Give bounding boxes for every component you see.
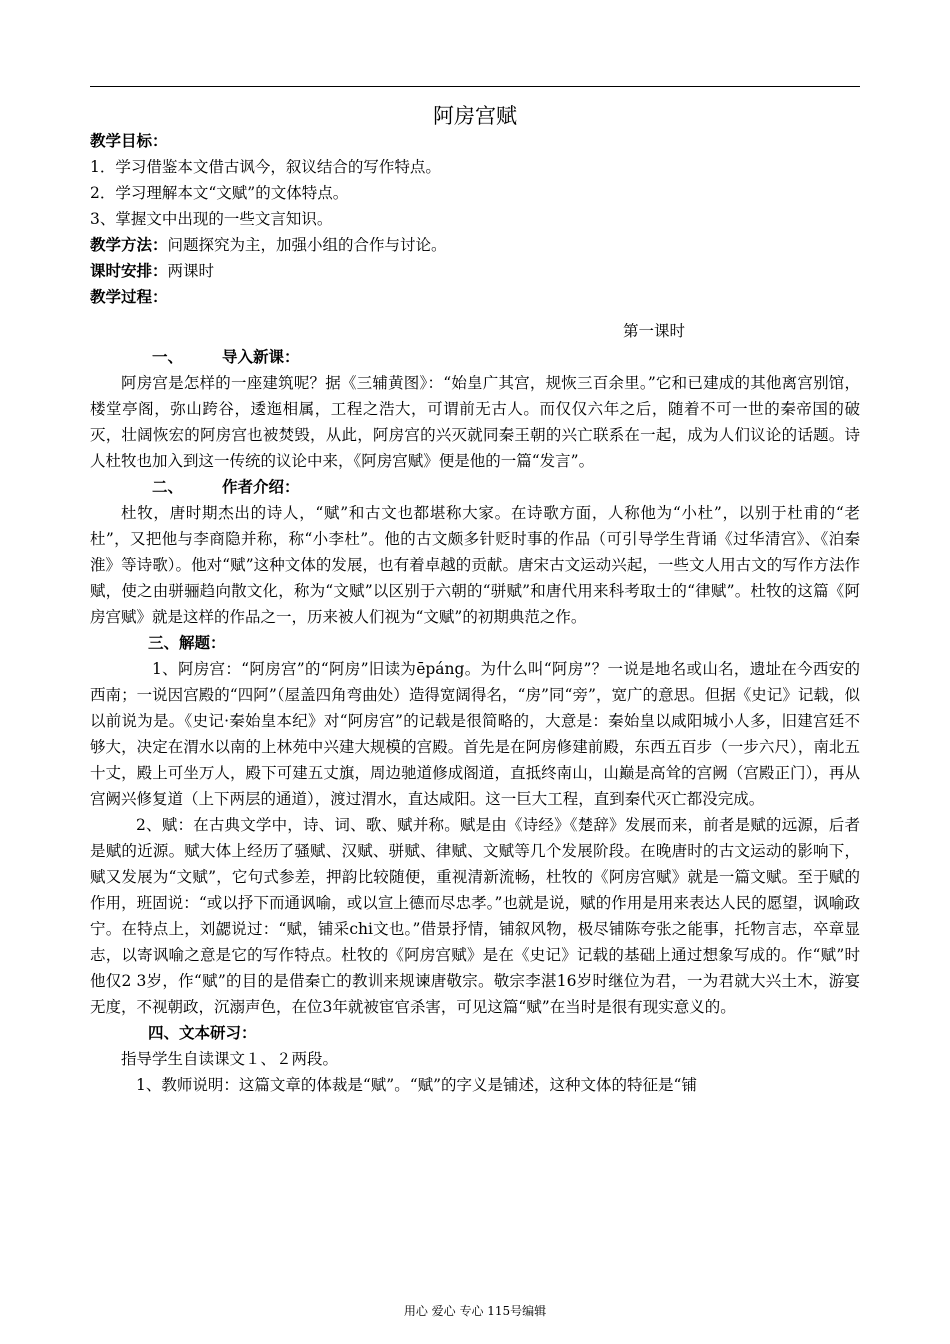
- schedule-text: 两课时: [167, 262, 215, 280]
- section3-heading: 三、解题：: [148, 633, 226, 652]
- header-rule: [90, 86, 860, 87]
- section3-paragraph-1: 1、阿房宫：“阿房宫”的“阿房”旧读为ēpáng。为什么叫“阿房”？一说是地名或山名，遗址在今西安的西南；一说因宫殿的“四阿”（屋盖四角弯曲处）造得宽阔得名，“房”同“旁”，宽广的意思。但据《史记》记载，似以前说为是。《史记·秦始皇本纪》对“阿房宫”的记载是很简略的，大意是：秦始皇以咸阳城小人多，旧建宫廷不够大，决定在渭水以南的上林苑中兴建大规模的宫殿。首先是在阿房修建前殿，东西五百步（一步六尺），南北五十丈，殿上可坐万人，殿下可建五丈旗，周边驰道修成阁道，直抵终南山，山巅是高耸的宫阙（宫殿正门），再从宫阙兴修复道（上下两层的通道），渡过渭水，直达咸阳。这一巨大工程，直到秦代灭亡都没完成。: [90, 660, 860, 808]
- document-title: 阿房宫赋: [433, 104, 517, 128]
- objective-item: 3、掌握文中出现的一些文言知识。: [90, 210, 333, 228]
- section1-number: 一、: [152, 347, 184, 366]
- method-label: 教学方法：: [90, 235, 168, 254]
- method-line: [90, 232, 860, 258]
- schedule-line: [90, 258, 860, 284]
- section1-paragraph: 阿房宫是怎样的一座建筑呢？据《三辅黄图》：“始皇广其宫，规恢三百余里。”它和已建成的其他离宫别馆，楼堂亭阁，弥山跨谷，逶迤相属，工程之浩大，可谓前无古人。而仅仅六年之后，随着不可一世的秦帝国的破灭，壮阔恢宏的阿房宫也被焚毁，从此，阿房宫的兴灭就同秦王朝的兴亡联系在一起，成为人们议论的话题。诗人杜牧也加入到这一传统的议论中来，《阿房宫赋》便是他的一篇“发言”。: [90, 374, 860, 470]
- section4-line-1: 指导学生自读课文１、２两段。: [121, 1050, 339, 1068]
- section1-heading: [90, 344, 860, 370]
- lesson-label: 第一课时: [622, 322, 685, 340]
- section1-title: 导入新课：: [222, 347, 300, 366]
- page-footer: 用心 爱心 专心 115号编辑: [403, 1304, 547, 1318]
- process-heading: 教学过程：: [90, 287, 168, 306]
- section2-paragraph: 杜牧，唐时期杰出的诗人，“赋”和古文也都堪称大家。在诗歌方面，人称他为“小杜”，以别于杜甫的“老杜”，又把他与李商隐并称，称“小李杜”。他的古文颇多针贬时事的作品（可引导学生背诵《过华清宫》、《泊秦淮》等诗歌）。他对“赋”这种文体的发展，也有着卓越的贡献。唐宋古文运动兴起，一些文人用古文的写作方法作赋，使之由骈骊趋向散文化，称为“文赋”以区别于六朝的“骈赋”和唐代用来科考取士的“律赋”。杜牧的这篇《阿房宫赋》就是这样的作品之一，历来被人们视为“文赋”的初期典范之作。: [90, 504, 860, 626]
- objective-item: 2．学习理解本文“文赋”的文体特点。: [90, 184, 349, 202]
- section3-paragraph-2: 2、赋：在古典文学中，诗、词、歌、赋并称。赋是由《诗经》《楚辞》发展而来，前者是赋的远源，后者是赋的近源。赋大体上经历了骚赋、汉赋、骈赋、律赋、文赋等几个发展阶段。在晚唐时的古文运动的影响下，赋又发展为“文赋”，它句式参差，押韵比较随便，重视清新流畅，杜牧的《阿房宫赋》就是一篇文赋。至于赋的作用，班固说：“或以抒下而通讽喻，或以宣上德而尽忠孝。”也就是说，赋的作用是用来表达人民的愿望，讽喻政宁。在特点上，刘勰说过：“赋，铺采chi文也。”借景抒情，铺叙风物，极尽铺陈夸张之能事，托物言志，卒章显志，以寄讽喻之意是它的写作特点。杜牧的《阿房宫赋》是在《史记》记载的基础上通过想象写成的。作“赋”时他仅2 3岁，作“赋”的目的是借秦亡的教训来规谏唐敬宗。敬宗李湛16岁时继位为君，一为君就大兴土木，游宴无度，不视朝政，沉溺声色，在位3年就被宦官杀害，可见这篇“赋”在当时是很有现实意义的。: [90, 816, 860, 1016]
- section2-heading: [90, 474, 860, 500]
- schedule-label: 课时安排：: [90, 261, 168, 280]
- method-text: 问题探究为主，加强小组的合作与讨论。: [167, 236, 447, 254]
- section4-line-2: 1、教师说明：这篇文章的体裁是“赋”。“赋”的字义是铺述，这种文体的特征是“铺: [136, 1076, 697, 1094]
- document-body: [90, 128, 860, 1098]
- objective-item: 1．学习借鉴本文借古讽今，叙议结合的写作特点。: [90, 158, 441, 176]
- section2-number: 二、: [152, 477, 184, 496]
- section2-title: 作者介绍：: [222, 477, 300, 496]
- objectives-heading: 教学目标：: [90, 131, 168, 150]
- section4-heading: 四、文本研习：: [148, 1023, 257, 1042]
